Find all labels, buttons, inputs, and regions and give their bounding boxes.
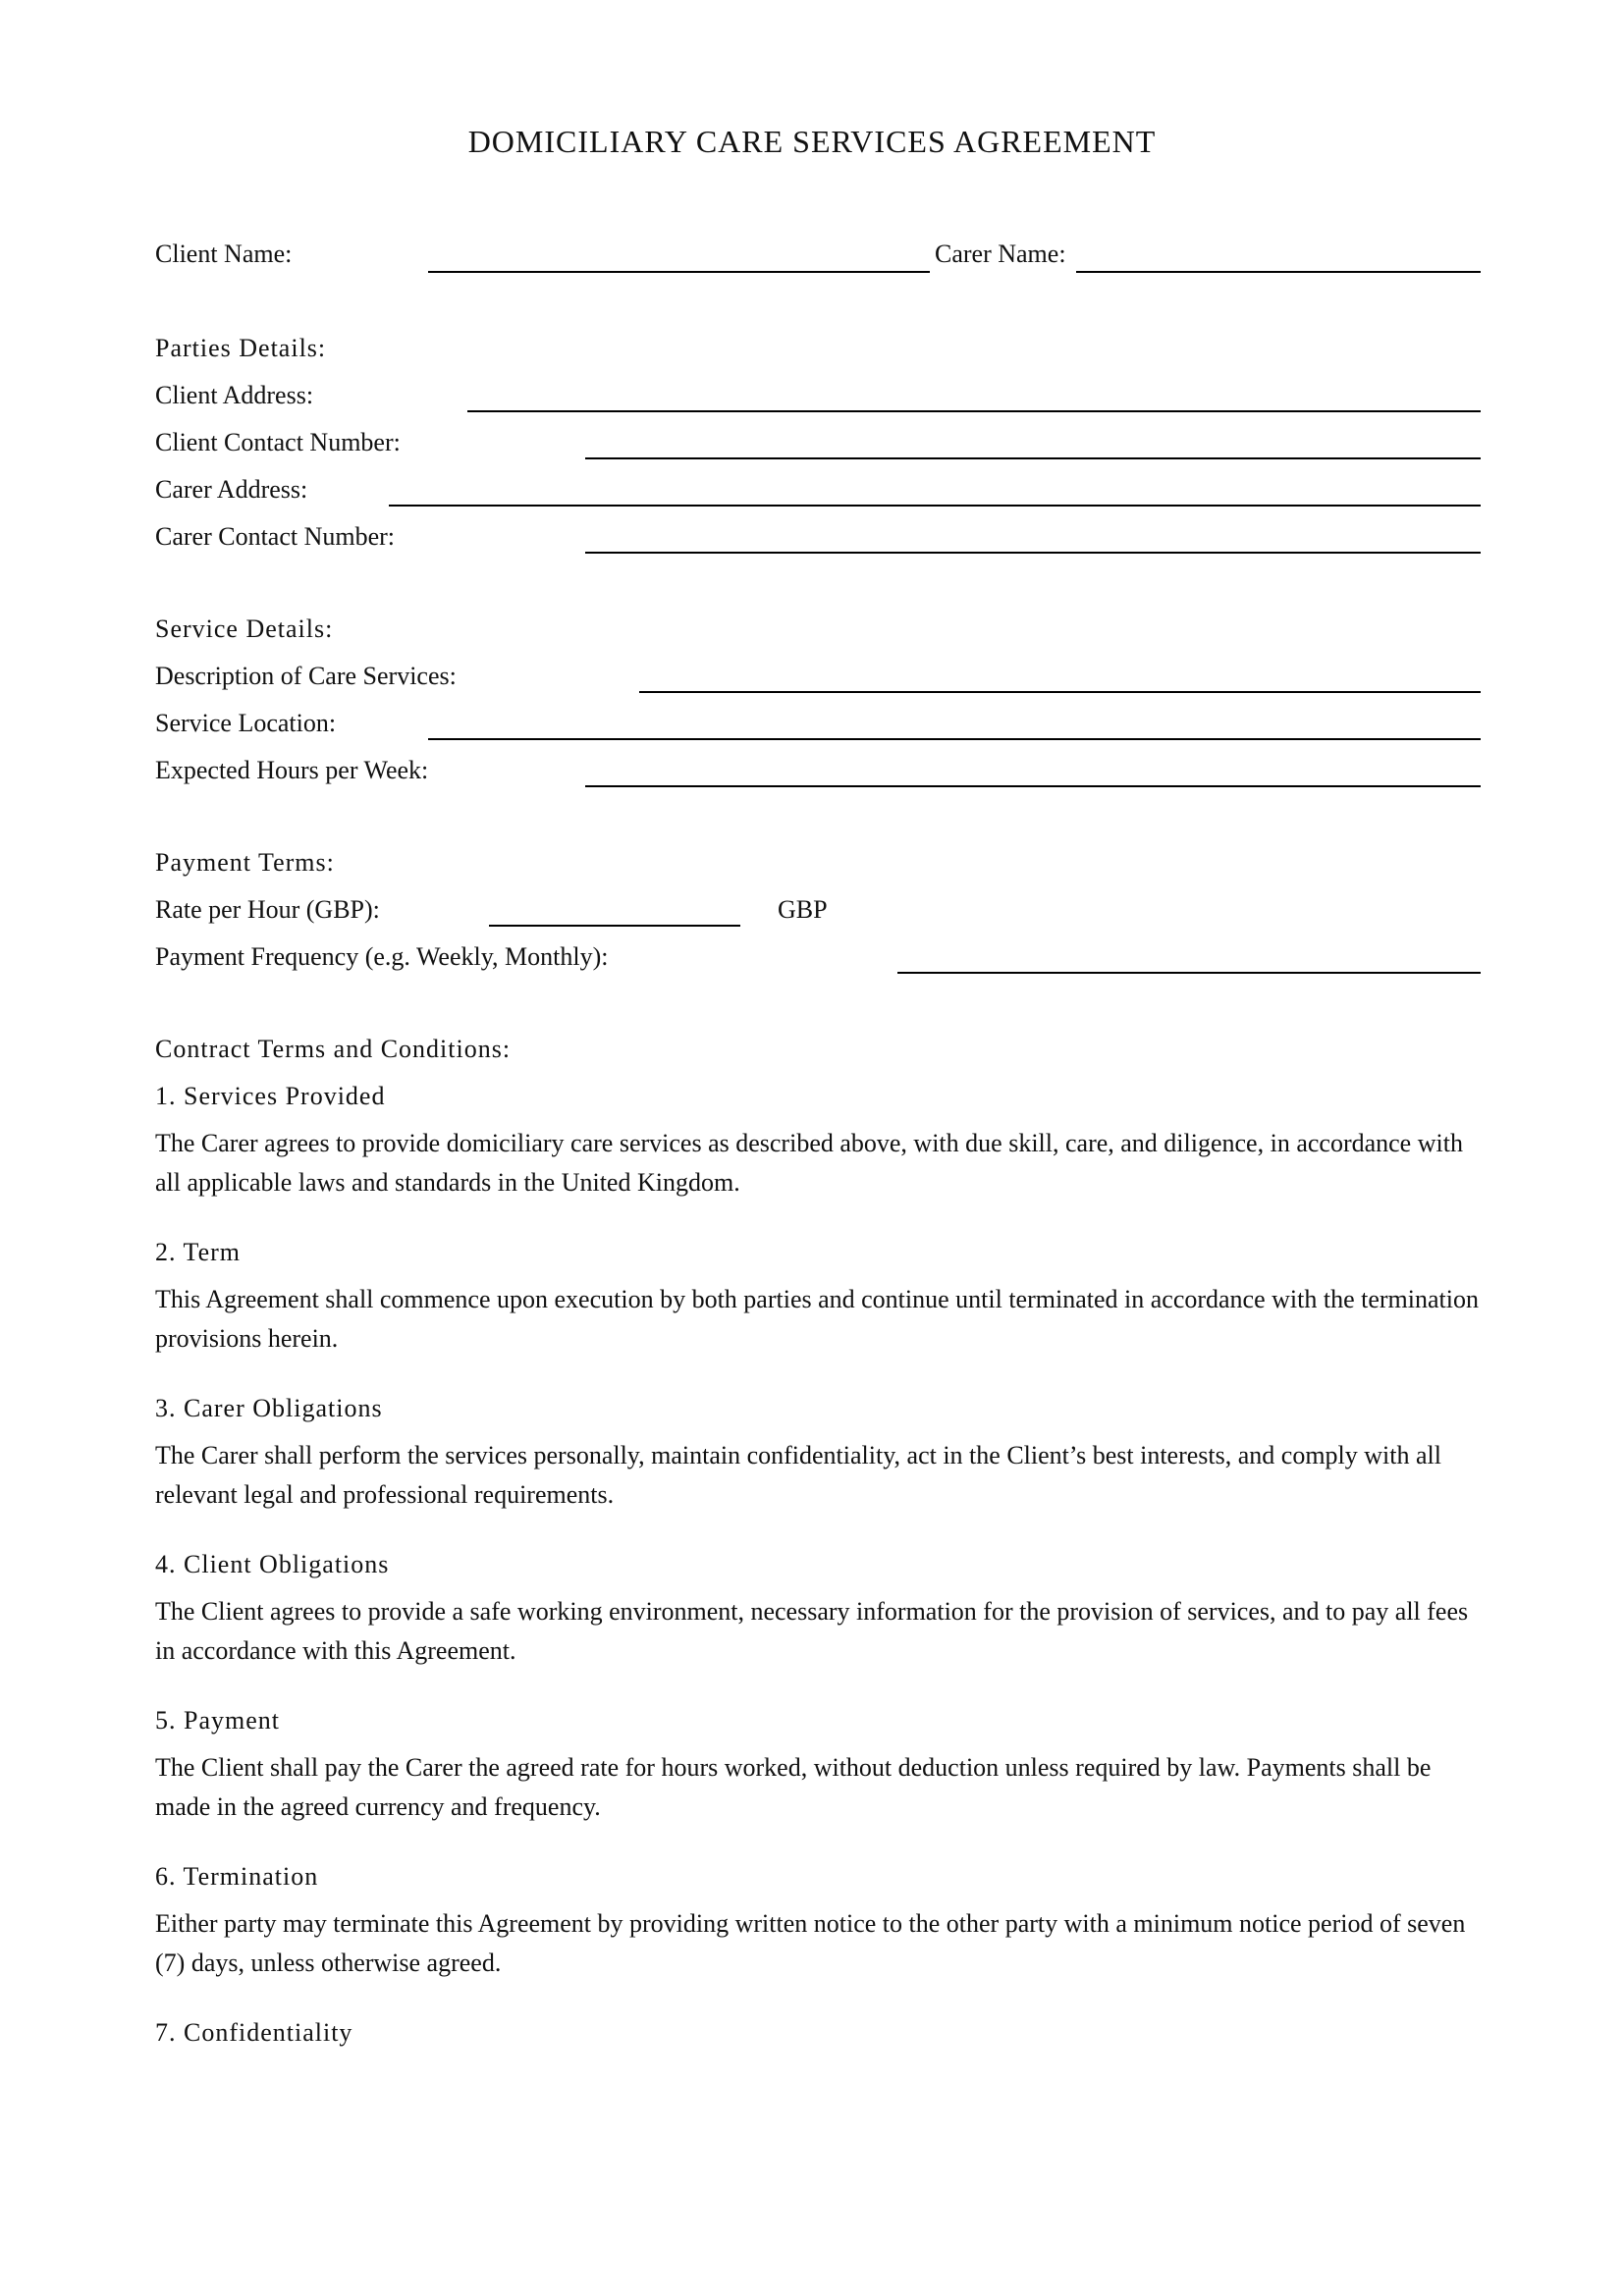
- clause-title: 6. Termination: [155, 1862, 319, 1891]
- clause-text: The Carer shall perform the services personally, maintain confidentiality, act in the Client’s best interests, and comply with all relevant legal and professional requirements.: [155, 1441, 1441, 1509]
- clause-text: Either party may terminate this Agreement by providing written notice to the other party with a minimum notice period of seven (7) days, unless otherwise agreed.: [155, 1909, 1466, 1977]
- carer-name-label: Carer Name:: [935, 240, 1066, 268]
- clause-text: This Agreement shall commence upon execution by both parties and continue until terminated in accordance with the termination provisions herein.: [155, 1285, 1479, 1353]
- description-field[interactable]: [639, 691, 1481, 693]
- client-contact-field[interactable]: [585, 457, 1481, 459]
- clause-title: 2. Term: [155, 1238, 242, 1266]
- carer-address-field[interactable]: [389, 505, 1481, 507]
- client-address-field[interactable]: [467, 410, 1481, 412]
- clause-text: The Client shall pay the Carer the agreed rate for hours worked, without deduction unless required by law. Payments shall be made in the agreed currency and frequency.: [155, 1753, 1432, 1821]
- service-location-label: Service Location:: [155, 709, 337, 737]
- parties-heading: Parties Details:: [155, 334, 327, 362]
- clause-title: 5. Payment: [155, 1706, 280, 1735]
- rate-label: Rate per Hour (GBP):: [155, 895, 380, 924]
- carer-contact-field[interactable]: [585, 552, 1481, 554]
- clause-text: The Client agrees to provide a safe working environment, necessary information for the provision of services, and to pay all fees in accordance with this Agreement.: [155, 1597, 1469, 1665]
- clause-title: 1. Services Provided: [155, 1082, 386, 1110]
- client-name-field[interactable]: [428, 271, 930, 273]
- carer-contact-label: Carer Contact Number:: [155, 522, 396, 551]
- carer-address-label: Carer Address:: [155, 475, 308, 504]
- client-contact-label: Client Contact Number:: [155, 428, 401, 456]
- frequency-label: Payment Frequency (e.g. Weekly, Monthly):: [155, 942, 609, 971]
- clause-title: 3. Carer Obligations: [155, 1394, 383, 1422]
- clause-title: 7. Confidentiality: [155, 2018, 353, 2047]
- rate-field[interactable]: [489, 925, 740, 927]
- client-name-label: Client Name:: [155, 240, 293, 268]
- clause-text: The Carer agrees to provide domiciliary care services as described above, with due skill, care, and diligence, in accordance with all applicable laws and standards in the United Kingdom.: [155, 1129, 1463, 1197]
- terms-heading: Contract Terms and Conditions:: [155, 1035, 512, 1063]
- description-label: Description of Care Services:: [155, 662, 457, 690]
- payment-heading: Payment Terms:: [155, 848, 335, 877]
- hours-field[interactable]: [585, 785, 1481, 787]
- currency-label: GBP: [778, 895, 828, 924]
- document-title: DOMICILIARY CARE SERVICES AGREEMENT: [467, 124, 1157, 159]
- service-heading: Service Details:: [155, 614, 334, 643]
- service-location-field[interactable]: [428, 738, 1481, 740]
- carer-name-field[interactable]: [1076, 271, 1481, 273]
- client-address-label: Client Address:: [155, 381, 314, 409]
- clause-title: 4. Client Obligations: [155, 1550, 390, 1578]
- hours-label: Expected Hours per Week:: [155, 756, 429, 784]
- frequency-field[interactable]: [897, 972, 1481, 974]
